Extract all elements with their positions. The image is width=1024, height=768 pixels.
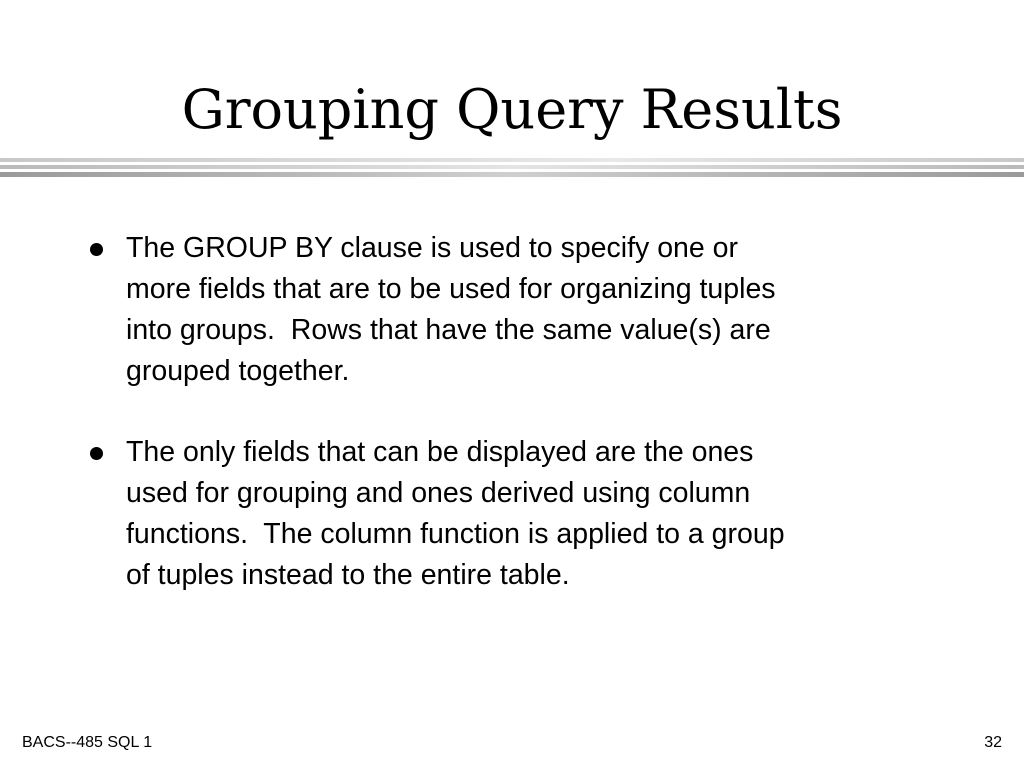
bullet-item (86, 432, 946, 596)
bullet-list (86, 228, 946, 636)
title-divider (0, 158, 1024, 180)
bullet-item (86, 228, 946, 392)
divider-line-top (0, 158, 1024, 162)
footer-page-number: 32 (984, 734, 1002, 751)
divider-line-bottom (0, 172, 1024, 177)
bullet-text: The only fields that can be displayed are the ones used for grouping and ones derived using column functions. The column function is applied to a group of tuples instead to the entire table. (126, 436, 785, 591)
divider-line-middle (0, 165, 1024, 169)
bullet-dot-icon (90, 447, 103, 460)
bullet-dot-icon (90, 243, 103, 256)
bullet-text: The GROUP BY clause is used to specify one or more fields that are to be used for organizing tuples into groups. Rows that have the same value(s) are grouped together. (126, 232, 776, 387)
footer-course-label: BACS--485 SQL 1 (22, 734, 153, 751)
slide-title: Grouping Query Results (181, 78, 843, 141)
